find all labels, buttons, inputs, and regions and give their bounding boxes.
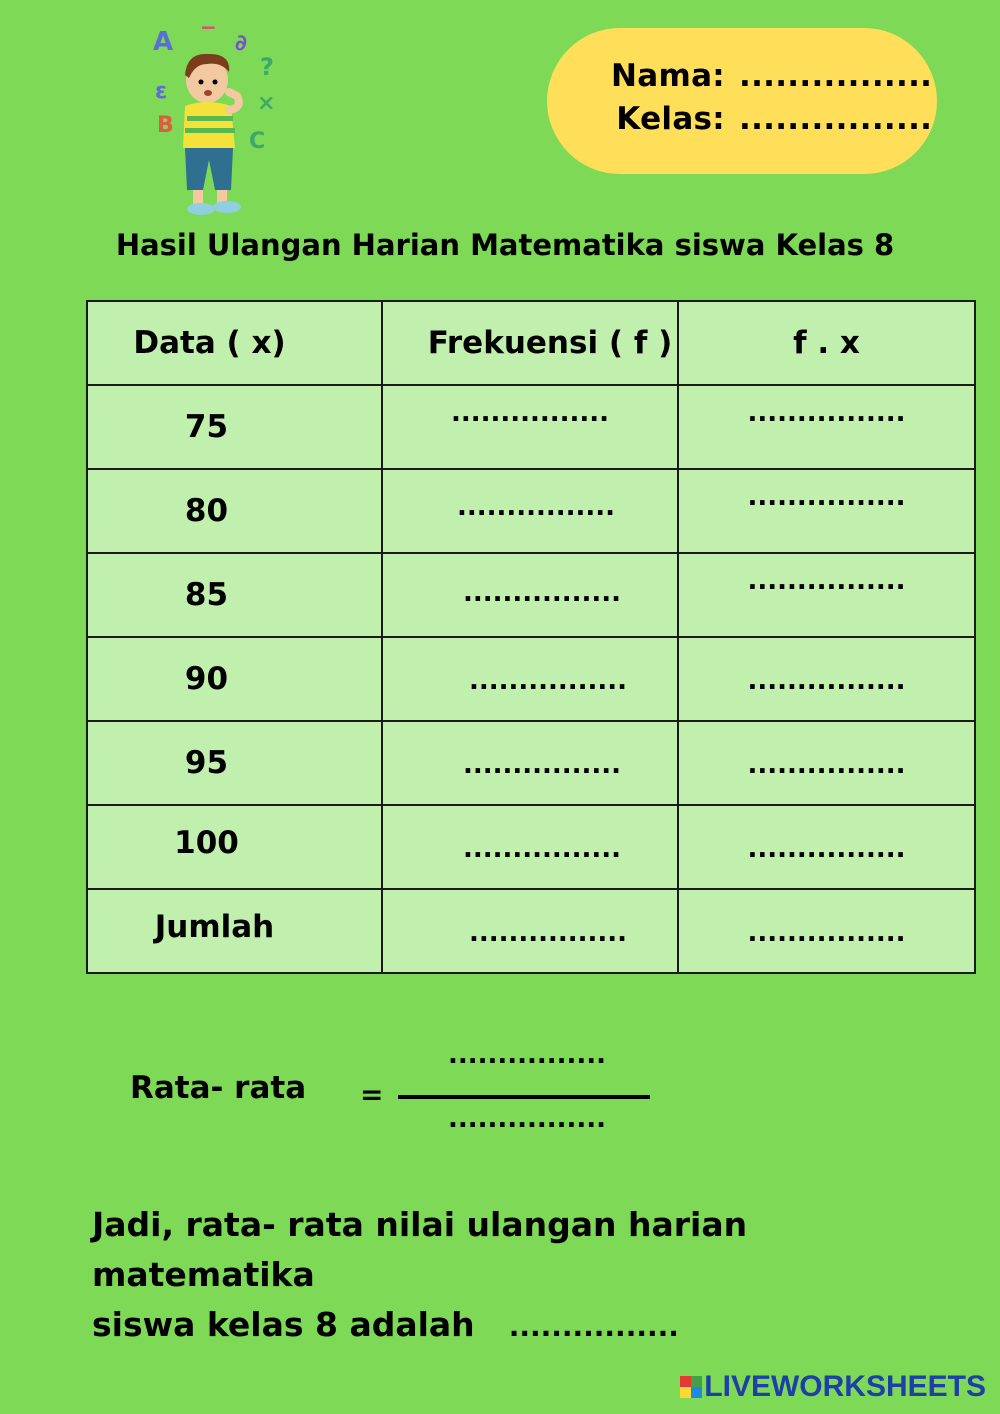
answer-field[interactable]: ................ bbox=[508, 1310, 679, 1343]
table-row bbox=[87, 805, 975, 889]
svg-text:∂: ∂ bbox=[235, 31, 247, 56]
class-field[interactable]: ................ bbox=[739, 101, 933, 137]
fx-field[interactable]: ................ bbox=[678, 721, 975, 805]
liveworksheets-logo-icon bbox=[680, 1376, 702, 1398]
data-cell: 75 bbox=[87, 385, 382, 469]
table-row bbox=[87, 385, 975, 469]
worksheet-title: Hasil Ulangan Harian Matematika siswa Kelas 8 bbox=[115, 228, 895, 262]
denominator-field[interactable]: ................ bbox=[448, 1104, 607, 1134]
svg-text:B: B bbox=[157, 113, 174, 138]
header-frequency: Frekuensi ( f ) bbox=[382, 301, 678, 385]
numerator-field[interactable]: ................ bbox=[448, 1040, 607, 1070]
fx-field[interactable]: ................ bbox=[678, 385, 975, 469]
data-cell: 95 bbox=[87, 721, 382, 805]
mean-label: Rata- rata bbox=[130, 1070, 307, 1106]
table-row-total bbox=[87, 889, 975, 973]
header-data: Data ( x) bbox=[87, 301, 382, 385]
name-field[interactable]: ................ bbox=[739, 58, 933, 94]
brand-text: LIVEWORKSHEETS bbox=[704, 1370, 986, 1403]
frequency-table bbox=[86, 300, 976, 974]
table-header-row bbox=[87, 301, 975, 385]
conclusion-line-1: Jadi, rata- rata nilai ulangan harian matematika bbox=[92, 1205, 748, 1294]
student-info-box bbox=[547, 28, 937, 174]
frequency-field[interactable]: ................ bbox=[382, 469, 678, 553]
svg-text:×: × bbox=[257, 91, 276, 116]
frequency-field[interactable]: ................ bbox=[382, 553, 678, 637]
frequency-field[interactable]: ................ bbox=[382, 637, 678, 721]
data-cell: 85 bbox=[87, 553, 382, 637]
header-fx: f . x bbox=[678, 301, 975, 385]
thinking-boy-icon bbox=[145, 20, 285, 220]
svg-text:−: − bbox=[200, 20, 217, 39]
liveworksheets-logo bbox=[680, 1370, 986, 1404]
conclusion-text bbox=[92, 1200, 972, 1352]
frequency-field[interactable]: ................ bbox=[382, 385, 678, 469]
table-row bbox=[87, 553, 975, 637]
fx-field[interactable]: ................ bbox=[678, 805, 975, 889]
name-row bbox=[597, 58, 932, 94]
name-label: Nama: bbox=[611, 58, 725, 94]
data-cell: 100 bbox=[87, 805, 382, 889]
conclusion-line-2: siswa kelas 8 adalah ................ bbox=[92, 1305, 679, 1344]
class-label: Kelas: bbox=[616, 101, 725, 137]
svg-text:ε: ε bbox=[155, 79, 168, 104]
frequency-field[interactable]: ................ bbox=[382, 805, 678, 889]
table-row bbox=[87, 721, 975, 805]
fx-field[interactable]: ................ bbox=[678, 553, 975, 637]
data-cell: 90 bbox=[87, 637, 382, 721]
total-label: Jumlah bbox=[87, 889, 382, 973]
svg-text:?: ? bbox=[260, 53, 274, 81]
svg-text:C: C bbox=[249, 129, 266, 154]
thinking-boy-illustration bbox=[145, 20, 285, 220]
frequency-total-field[interactable]: ................ bbox=[382, 889, 678, 973]
svg-text:A: A bbox=[153, 27, 174, 57]
fx-total-field[interactable]: ................ bbox=[678, 889, 975, 973]
table-row bbox=[87, 637, 975, 721]
table-row bbox=[87, 469, 975, 553]
data-cell: 80 bbox=[87, 469, 382, 553]
equals-sign: = bbox=[360, 1078, 384, 1111]
fx-field[interactable]: ................ bbox=[678, 469, 975, 553]
frequency-field[interactable]: ................ bbox=[382, 721, 678, 805]
class-row bbox=[597, 101, 932, 137]
fx-field[interactable]: ................ bbox=[678, 637, 975, 721]
fraction-line bbox=[398, 1095, 650, 1099]
